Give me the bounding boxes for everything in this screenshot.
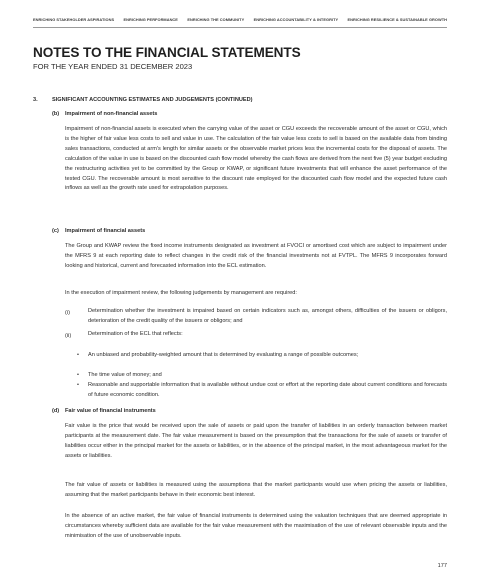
bullet-item-reasonable-information: Reasonable and supportable information that is available without undue cost or effort at the reporting date about current conditions and forecasts of future economic condition. xyxy=(88,382,447,398)
nav-item-accountability-integrity[interactable]: ENRICHING ACCOUNTABILITY & INTEGRITY xyxy=(253,17,339,22)
bullet-marker: • xyxy=(77,382,79,388)
bullet-item-time-value: The time value of money; and xyxy=(88,372,162,378)
subsection-d-heading: Fair value of financial instruments xyxy=(65,408,156,414)
nav-item-performance[interactable]: ENRICHING PERFORMANCE xyxy=(123,17,178,22)
subsection-c-paragraph-2: In the execution of impairment review, the following judgements by management are required: xyxy=(65,290,297,296)
subsection-d-paragraph-3: In the absence of an active market, the fair value of financial instruments is determined using the valuation techniques that are deemed appropriate in circumstances whereby sufficient data are available for the fair value measurement with the maximisation of the use of relevant observable inputs and the minimisation of the use of unobservable inputs. xyxy=(65,513,447,539)
list-item-i-text: Determination whether the investment is impaired based on certain indicators such as, amongst others, difficulties of the issuers or obligors, deterioration of the credit quality of the issuers or obligors; and xyxy=(88,308,447,324)
list-item-ii-text: Determination of the ECL that reflects: xyxy=(88,331,183,337)
subsection-d-label: (d) xyxy=(52,408,60,414)
subsection-c-heading: Impairment of financial assets xyxy=(65,228,146,234)
bullet-item-unbiased-amount: An unbiased and probability-weighted amount that is determined by evaluating a range of possible outcomes; xyxy=(88,352,359,358)
subsection-d-paragraph-2: The fair value of assets or liabilities is measured using the assumptions that the market participants would use when pricing the assets or liabilities, assuming that the market participants behave in their economic best interest. xyxy=(65,482,447,498)
header-divider xyxy=(33,27,447,28)
top-navigation xyxy=(33,17,447,22)
subsection-b-heading: Impairment of non-financial assets xyxy=(65,111,158,117)
nav-item-resilience-growth[interactable]: ENRICHING RESILIENCE & SUSTAINABLE GROWTH xyxy=(347,17,447,22)
subsection-b-paragraph: Impairment of non-financial assets is executed when the carrying value of the asset or CGU exceeds the recoverable amount of the asset or CGU, which is the higher of fair value less costs to sell and value in use. The calculation of the fair value less costs to sell is based on the available data from binding sales transactions, conducted at arm's length for similar assets or the observable market prices less the incremental costs for the disposal of assets. The calculation of the value in use is based on the discounted cash flow model whereby the cash flows are derived from the next five (5) year budget excluding the restructuring activities yet to be committed by the Group or KWAP, or significant future investments that will enhance the asset performance of the tested CGU. The recoverable amount is most sensitive to the discount rate employed for the discounted cash flow model and the expected future cash inflows as well as the growth rate used for extrapolation purposes. xyxy=(65,126,447,192)
section-heading: SIGNIFICANT ACCOUNTING ESTIMATES AND JUDGEMENTS (CONTINUED) xyxy=(52,97,253,103)
bullet-marker: • xyxy=(77,372,79,378)
bullet-marker: • xyxy=(77,352,79,358)
list-item-ii-label: (ii) xyxy=(65,333,72,339)
page-title: NOTES TO THE FINANCIAL STATEMENTS xyxy=(33,45,301,60)
page-number: 177 xyxy=(437,563,447,569)
nav-item-community[interactable]: ENRICHING THE COMMUNITY xyxy=(187,17,245,22)
nav-item-stakeholder-aspirations[interactable]: ENRICHING STAKEHOLDER ASPIRATIONS xyxy=(33,17,115,22)
list-item-i-label: (i) xyxy=(65,310,70,316)
subsection-b-label: (b) xyxy=(52,111,60,117)
section-number: 3. xyxy=(33,97,38,103)
subsection-c-paragraph-1: The Group and KWAP review the fixed income instruments designated as investment at FVOCI or amortised cost which are subject to impairment under the MFRS 9 at each reporting date to reflect changes in the credit risk of the financial investments not at FVTPL. The MFRS 9 incorporates forward looking and historical, current and forecasted information into the ECL estimation. xyxy=(65,243,447,269)
subsection-c-label: (c) xyxy=(52,228,59,234)
subsection-d-paragraph-1: Fair value is the price that would be received upon the sale of assets or paid upon the transfer of liabilities in an orderly transaction between market participants at the measurement date. The fair value measurement is based on the presumption that the transactions for the sale of assets or transfer of liabilities occur either in the principal market for the assets or liabilities, or in the absence of the principal market, in the most advantageous market for the assets or liabilities. xyxy=(65,423,447,459)
page-subtitle: FOR THE YEAR ENDED 31 DECEMBER 2023 xyxy=(33,62,193,71)
